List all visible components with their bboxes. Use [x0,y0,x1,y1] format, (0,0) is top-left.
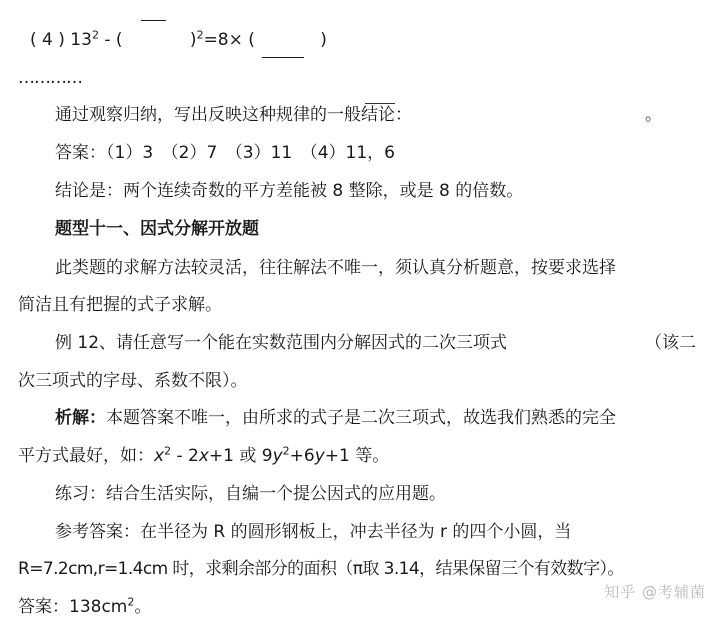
analysis-line-1 [55,406,708,430]
ellipsis-line: ………… [18,68,82,88]
term-or: +1 或 9 [208,446,273,466]
term-end: +1 等。 [324,446,390,466]
problem-4-prefix: ( 4 ) 13 [30,30,92,50]
example-12-paren: （该二 [645,333,696,353]
example-12-line-1 [55,331,708,355]
problem-4-minus: - ( [98,30,123,50]
induction-end: 。 [645,105,662,125]
blank-1 [123,28,185,52]
overline-mark [365,103,395,104]
exponent: 2 [196,28,204,42]
analysis-text: 本题答案不唯一，由所求的式子是二次三项式，故选我们熟悉的完全 [106,408,616,428]
blank-2 [255,28,315,52]
practice-line: 练习：结合生活实际，自编一个提公因式的应用题。 [55,484,446,504]
induction-line [55,103,708,127]
problem-4-equals: =8× ( [203,30,255,50]
term-minus: - 2 [171,446,199,466]
problem-4-end: ) [314,30,327,50]
final-answer-end: 。 [134,597,152,617]
section-heading: 题型十一、因式分解开放题 [55,219,259,239]
exponent: 2 [164,444,172,458]
problem-4-line [30,28,708,52]
reference-line-1: 参考答案：在半径为 R 的圆形钢板上，冲去半径为 r 的四个小圆，当 [55,522,572,542]
answer-line: 答案：（1）3 （2）7 （3）11 （4）11，6 [55,143,395,163]
watermark: 知乎 @考辅菌 [604,583,706,601]
reference-line-2: R=7.2cm,r=1.4cm 时，求剩余部分的面积（π取 3.14，结果保留三个有效数字）。 [18,559,624,579]
final-answer-text: 答案：138cm [18,597,128,617]
problem-4-close: ) [184,30,197,50]
paragraph-line-1: 此类题的求解方法较灵活，往往解法不唯一，须认真分析题意，按要求选择 [55,258,616,278]
analysis-intro: 平方式最好，如： [18,446,154,466]
exponent: 2 [91,28,99,42]
example-12-text: 例 12、请任意写一个能在实数范围内分解因式的二次三项式 [55,333,508,353]
paragraph-line-2: 简洁且有把握的式子求解。 [18,295,222,315]
var-y: y [272,446,283,466]
example-12-line-2: 次三项式的字母、系数不限）。 [18,371,248,391]
var-x: x [198,446,209,466]
induction-text: 通过观察归纳，写出反映这种规律的一般结论： [55,105,412,125]
analysis-line-2 [18,444,708,468]
analysis-label: 析解： [55,408,106,428]
exponent: 2 [127,595,135,609]
var-x: x [154,446,165,466]
conclusion-line: 结论是：两个连续奇数的平方差能被 8 整除，或是 8 的倍数。 [55,181,524,201]
exponent: 2 [282,444,290,458]
term-plus6: +6 [289,446,315,466]
var-y: y [314,446,325,466]
